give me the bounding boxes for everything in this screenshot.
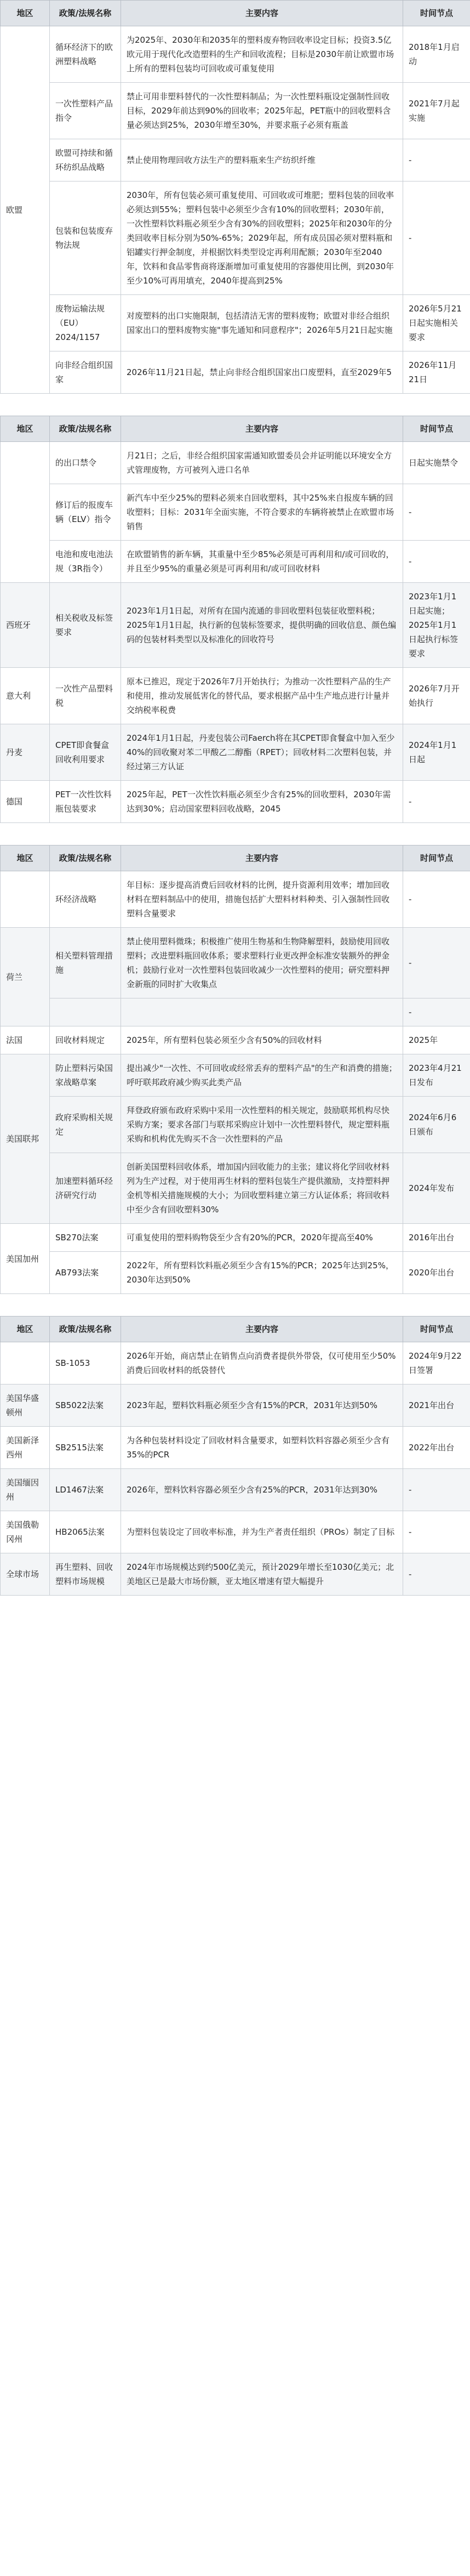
region-header: 地区 [1,1,50,26]
policy-cell: 再生塑料、回收塑料市场规模 [50,1553,121,1596]
policy-cell: 废物运输法规（EU）2024/1157 [50,295,121,351]
policy-cell: 加速塑料循环经济研究行动 [50,1153,121,1224]
content-cell: 2026年开始，商店禁止在销售点向消费者提供外带袋，仅可使用至少50%消费后回收材料的纸袋替代 [121,1342,403,1385]
timing-cell: 2021年7月起实施 [403,83,470,139]
timing-cell: 2020年出台 [403,1252,470,1294]
region-cell: 全球市场 [1,1553,50,1596]
page-gap [0,1294,470,1316]
content-cell: 为各种包装材料设定了回收材料含量要求，如塑料饮料容器必须至少含有35%的PCR [121,1427,403,1469]
content-cell: 为2025年、2030年和2035年的塑料废弃物回收率设定目标；投资3.5亿欧元用于现代化改造塑料的生产和回收流程；目标是2030年前让欧盟市场上所有的塑料包装均可回收或可重复使用 [121,26,403,83]
policy-header: 政策/法规名称 [50,416,121,442]
timing-cell: 2026年5月21日起实施相关要求 [403,295,470,351]
policy-cell: SB5022法案 [50,1385,121,1427]
policy-cell: 电池和废电池法规（3R指令） [50,541,121,583]
table-row [1,83,470,139]
table-row [1,871,470,928]
table-row [1,139,470,181]
timing-cell: - [403,928,470,998]
table-row [1,928,470,998]
table-row [1,1511,470,1553]
table-row [1,1342,470,1385]
table-row [1,351,470,394]
timing-cell: - [403,1469,470,1511]
timing-cell: 2021年出台 [403,1385,470,1427]
timing-cell: 2023年1月1日起实施；2025年1月1日起执行标签要求 [403,583,470,668]
region-cell: 欧盟 [1,26,50,394]
content-cell: 拜登政府颁布政府采购中采用一次性塑料的相关规定，鼓励联邦机构尽快采购方案；要求各部门与联邦采购应计划中一次性塑料替代，规定塑料瓶采购和机构优先购买不含一次性塑料的产品 [121,1097,403,1153]
content-cell: 对废塑料的出口实施限制，包括清洁无害的塑料废物；欧盟对非经合组织国家出口的塑料废物实施"事先通知和同意程序"；2026年5月21日起实施 [121,295,403,351]
timing-header: 时间节点 [403,416,470,442]
timing-cell: 2022年出台 [403,1427,470,1469]
timing-header: 时间节点 [403,1,470,26]
timing-cell: 2023年4月21日发布 [403,1054,470,1097]
timing-cell: 2026年7月开始执行 [403,668,470,724]
region-cell: 美国缅因州 [1,1469,50,1511]
policy-cell: 包装和包装废弃物法规 [50,181,121,295]
timing-cell: - [403,1511,470,1553]
region-cell: 法国 [1,1026,50,1054]
table-row [1,1469,470,1511]
table-row [1,1097,470,1153]
table-row [1,541,470,583]
table-row [1,724,470,781]
region-cell: 意大利 [1,668,50,724]
region-cell: 美国华盛顿州 [1,1385,50,1427]
content-cell: 禁止使用塑料微珠；积极推广使用生物基和生物降解塑料，鼓励使用回收塑料；改进塑料瓶回收体系；要求塑料行业更改押金标准安装额外的押金机；鼓励行业对一次性塑料包装回收减少一次性塑料的使用；研究塑料押金新瓶的同时扩大收集点 [121,928,403,998]
timing-cell: - [403,484,470,541]
table-row [1,1224,470,1252]
region-header: 地区 [1,846,50,871]
table-row [1,1252,470,1294]
policy-cell: 欧盟可持续和循环纺织品战略 [50,139,121,181]
policy-cell: LD1467法案 [50,1469,121,1511]
policy-cell: HB2065法案 [50,1511,121,1553]
content-cell: 2024年市场规模达到约500亿美元，预计2029年增长至1030亿美元；北美地区已是最大市场份额，亚太地区增速有望大幅提升 [121,1553,403,1596]
content-cell: 2024年1月1日起，丹麦包装公司Faerch将在其CPET即食餐盒中加入至少40%的回收聚对苯二甲酸乙二醇酯（RPET）；回收材料二次塑料包装，并经过第三方认证 [121,724,403,781]
table-row [1,1553,470,1596]
policy-cell: SB2515法案 [50,1427,121,1469]
content-cell: 创新美国塑料回收体系，增加国内回收能力的主张；建议将化学回收材料列为生产过程，对于使用再生材料的塑料包装生产提供激励，支持塑料押金机等相关措施规模的大小；为回收塑料建立第三方认证体系；将回收料中至少含有回收塑料30% [121,1153,403,1224]
policy-header: 政策/法规名称 [50,846,121,871]
region-cell [1,1342,50,1385]
header-row [1,1317,470,1342]
table-section [0,0,470,394]
content-cell: 2025年起，PET一次性饮料瓶必须至少含有25%的回收塑料，2030年需达到30%；启动国家塑料回收战略，2045 [121,781,403,823]
policy-header: 政策/法规名称 [50,1317,121,1342]
region-header: 地区 [1,1317,50,1342]
table-row [1,442,470,484]
table-row [1,781,470,823]
policy-header: 政策/法规名称 [50,1,121,26]
table-section [0,845,470,1294]
timing-cell: 2024年9月22日签署 [403,1342,470,1385]
policy-cell [50,998,121,1026]
timing-cell: 2018年1月启动 [403,26,470,83]
timing-cell: - [403,541,470,583]
content-cell: 2030年，所有包装必须可重复使用、可回收或可堆肥；塑料包装的回收率必须达到55%；塑料包装中必须至少含有10%的回收塑料；2030年前，一次性塑料饮料瓶必须至少含有30%的回收塑料；2025年和2030年的分类回收率目标分别为50%-65%；2029年起，所有成员国必须对塑料瓶和铝罐实行押金制度，并根据饮料类型设定再利用配额；2030年至2040年，饮料和食品零售商将逐渐增加可重复使用的容器使用比例，到2030年至少10%可再用填充，2040年提高到25% [121,181,403,295]
policy-table [0,416,470,823]
policy-cell: 环经济战略 [50,871,121,928]
policy-cell: 向非经合组织国家 [50,351,121,394]
policy-cell: AB793法案 [50,1252,121,1294]
content-cell: 原本已推迟，现定于2026年7月开始执行；为推动一次性塑料产品的生产和使用，推动发展低害化的替代品，要求根据产品中生产地点进行计量并交纳税率税费 [121,668,403,724]
timing-cell: - [403,139,470,181]
header-row [1,1,470,26]
content-cell: 2022年，所有塑料饮料瓶必须至少含有15%的PCR；2025年达到25%，2030年达到50% [121,1252,403,1294]
table-row [1,583,470,668]
timing-cell: - [403,781,470,823]
region-cell: 美国俄勒冈州 [1,1511,50,1553]
policy-cell: 的出口禁令 [50,442,121,484]
timing-cell: 2024年发布 [403,1153,470,1224]
region-cell: 美国加州 [1,1224,50,1294]
timing-cell: 2016年出台 [403,1224,470,1252]
header-row [1,846,470,871]
policy-table [0,845,470,1294]
policy-cell: SB-1053 [50,1342,121,1385]
timing-cell: - [403,181,470,295]
content-cell: 月21日；之后，非经合组织国家需通知欧盟委员会并证明能以环境安全方式管理废物，方可被列入进口名单 [121,442,403,484]
table-row [1,998,470,1026]
content-cell: 禁止可用非塑料替代的一次性塑料制品；为一次性塑料瓶设定强制性回收目标，2029年前达到90%的回收率；2025年起，PET瓶中的回收塑料含量必须达到25%，2030年增至30%，并要求瓶子必须有瓶盖 [121,83,403,139]
policy-cell: 防止塑料污染国家战略草案 [50,1054,121,1097]
timing-cell: 日起实施禁令 [403,442,470,484]
content-cell: 年目标：逐步提高消费后回收材料的比例，提升资源利用效率；增加回收材料在塑料制品中的使用，措施包括扩大塑料材料种类、引入强制性回收塑料含量要求 [121,871,403,928]
content-header: 主要内容 [121,846,403,871]
content-cell [121,998,403,1026]
table-row [1,295,470,351]
content-cell: 可重复使用的塑料购物袋至少含有20%的PCR，2020年提高至40% [121,1224,403,1252]
content-cell: 2025年，所有塑料包装必须至少含有50%的回收材料 [121,1026,403,1054]
table-row [1,1026,470,1054]
page-gap [0,823,470,845]
content-cell: 2023年起，塑料饮料瓶必须至少含有15%的PCR，2031年达到50% [121,1385,403,1427]
table-section [0,1316,470,1596]
timing-header: 时间节点 [403,846,470,871]
content-cell: 新汽车中至少25%的塑料必须来自回收塑料，其中25%来自报废车辆的回收塑料；目标：2031年全面实施，不符合要求的车辆将被禁止在欧盟市场销售 [121,484,403,541]
region-cell: 美国新泽西州 [1,1427,50,1469]
policy-table [0,1316,470,1596]
table-row [1,1385,470,1427]
table-row [1,668,470,724]
policy-cell: 政府采购相关规定 [50,1097,121,1153]
timing-cell: - [403,871,470,928]
table-row [1,1427,470,1469]
table-row [1,181,470,295]
region-cell [1,871,50,928]
table-section [0,416,470,823]
region-cell: 丹麦 [1,724,50,781]
timing-header: 时间节点 [403,1317,470,1342]
policy-cell: 修订后的报废车辆（ELV）指令 [50,484,121,541]
policy-cell: 相关税收及标签要求 [50,583,121,668]
policy-table [0,0,470,394]
policy-cell: 一次性塑料产品指令 [50,83,121,139]
region-cell: 美国联邦 [1,1054,50,1224]
timing-cell: 2025年 [403,1026,470,1054]
policy-cell: 一次性产品塑料税 [50,668,121,724]
page-gap [0,394,470,416]
region-cell: 西班牙 [1,583,50,668]
content-cell: 提出减少"一次性、不可回收或经常丢弃的塑料产品"的生产和消费的措施；呼吁联邦政府减少购买此类产品 [121,1054,403,1097]
table-row [1,484,470,541]
header-row [1,416,470,442]
timing-cell: 2024年6月6日颁布 [403,1097,470,1153]
policy-cell: SB270法案 [50,1224,121,1252]
content-header: 主要内容 [121,1317,403,1342]
table-row [1,1153,470,1224]
content-header: 主要内容 [121,1,403,26]
policy-cell: 相关塑料管理措施 [50,928,121,998]
region-cell [1,442,50,583]
table-row [1,26,470,83]
region-cell: 荷兰 [1,928,50,1026]
policy-cell: CPET即食餐盒回收利用要求 [50,724,121,781]
content-cell: 禁止使用物理回收方法生产的塑料瓶来生产纺织纤维 [121,139,403,181]
table-row [1,1054,470,1097]
timing-cell: 2026年11月21日 [403,351,470,394]
policy-cell: PET一次性饮料瓶包装要求 [50,781,121,823]
policy-cell: 回收材料规定 [50,1026,121,1054]
content-cell: 在欧盟销售的新车辆，其重量中至少85%必须是可再利用和/或可回收的，并且至少95%的重量必须是可再利用和/或可回收材料 [121,541,403,583]
content-cell: 为塑料包装设定了回收率标准，并为生产者责任组织（PROs）制定了目标 [121,1511,403,1553]
content-cell: 2026年11月21日起，禁止向非经合组织国家出口废塑料，直至2029年5 [121,351,403,394]
content-cell: 2026年，塑料饮料容器必须至少含有25%的PCR，2031年达到30% [121,1469,403,1511]
timing-cell: 2024年1月1日起 [403,724,470,781]
timing-cell: - [403,1553,470,1596]
timing-cell: - [403,998,470,1026]
policy-cell: 循环经济下的欧洲塑料战略 [50,26,121,83]
region-cell: 德国 [1,781,50,823]
region-header: 地区 [1,416,50,442]
content-cell: 2023年1月1日起，对所有在国内流通的非回收塑料包装征收塑料税；2025年1月1日起，执行新的包装标签要求，提供明确的回收信息、颜色编码的包装材料类型以及标准化的回收符号 [121,583,403,668]
content-header: 主要内容 [121,416,403,442]
